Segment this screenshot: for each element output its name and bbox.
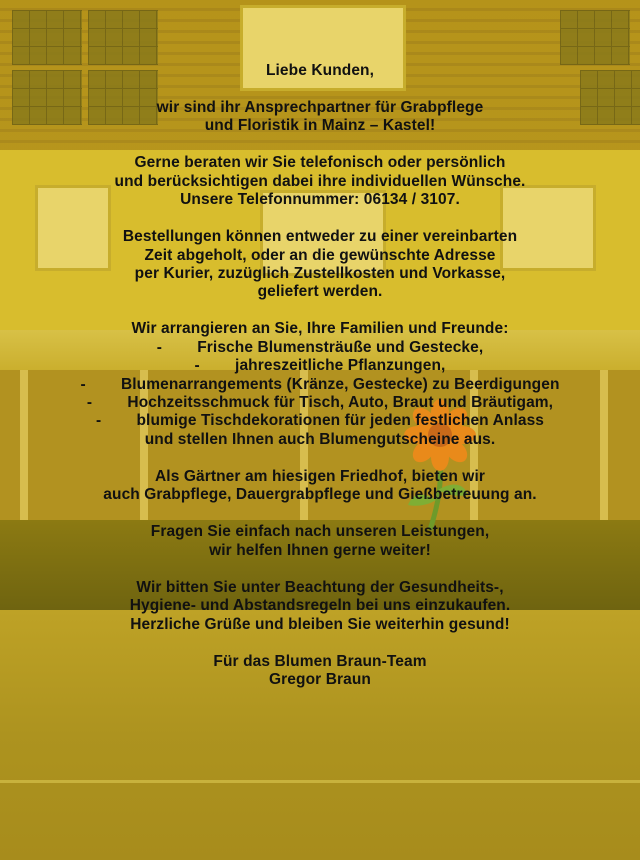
cemetery-line: Als Gärtner am hiesigen Friedhof, bieten wir	[155, 467, 485, 485]
cemetery-paragraph	[0, 468, 640, 505]
orders-paragraph	[0, 228, 640, 302]
questions-line: Fragen Sie einfach nach unseren Leistungen,	[150, 523, 490, 541]
letter-text	[0, 62, 640, 708]
advice-paragraph	[0, 154, 640, 209]
intro-line: und Floristik in Mainz – Kastel!	[204, 117, 436, 135]
hygiene-line: Herzliche Grüße und bleiben Sie weiterhin gesund!	[130, 615, 510, 633]
service-bullet: - jahreszeitliche Pflanzungen,	[194, 357, 446, 375]
intro-paragraph	[0, 99, 640, 136]
service-bullet: - Hochzeitsschmuck für Tisch, Auto, Braut und Bräutigam,	[86, 394, 554, 412]
road-marking	[0, 780, 640, 783]
intro-line: wir sind ihr Ansprechpartner für Grabpflege	[156, 99, 484, 116]
solar-panel	[12, 10, 82, 65]
services-intro: Wir arrangieren an Sie, Ihre Familien und Freunde:	[131, 320, 509, 338]
service-bullet: - blumige Tischdekorationen für jeden festlichen Anlass	[95, 412, 545, 430]
signature-paragraph	[0, 653, 640, 690]
orders-line: Bestellungen können entweder zu einer vereinbarten	[122, 228, 518, 246]
orders-line: Zeit abgeholt, oder an die gewünschte Adresse	[144, 246, 496, 264]
signature-team: Für das Blumen Braun-Team	[213, 652, 427, 670]
hygiene-paragraph	[0, 579, 640, 634]
hygiene-line: Hygiene- und Abstandsregeln bei uns einzukaufen.	[129, 597, 511, 615]
greeting-paragraph	[0, 62, 640, 80]
cemetery-line: auch Grabpflege, Dauergrabpflege und Gießbetreuung an.	[103, 486, 537, 504]
greeting: Liebe Kunden,	[265, 62, 375, 79]
solar-panel	[560, 10, 630, 65]
hygiene-line: Wir bitten Sie unter Beachtung der Gesundheits-,	[136, 578, 504, 596]
solar-panel	[88, 10, 158, 65]
phone-line: Unsere Telefonnummer: 06134 / 3107.	[180, 191, 460, 209]
advice-line: Gerne beraten wir Sie telefonisch oder persönlich	[134, 154, 506, 172]
vouchers-line: und stellen Ihnen auch Blumengutscheine aus.	[144, 430, 496, 448]
signature-name: Gregor Braun	[269, 670, 371, 688]
advice-line: und berücksichtigen dabei ihre individuellen Wünsche.	[114, 172, 526, 190]
service-bullet: - Blumenarrangements (Kränze, Gestecke) zu Beerdigungen	[80, 375, 560, 393]
service-bullet: - Frische Blumensträuße und Gestecke,	[156, 338, 484, 356]
questions-paragraph	[0, 523, 640, 560]
orders-line: per Kurier, zuzüglich Zustellkosten und Vorkasse,	[134, 265, 506, 283]
services-paragraph	[0, 320, 640, 449]
orders-line: geliefert werden.	[257, 283, 383, 301]
questions-line: wir helfen Ihnen gerne weiter!	[209, 541, 431, 559]
